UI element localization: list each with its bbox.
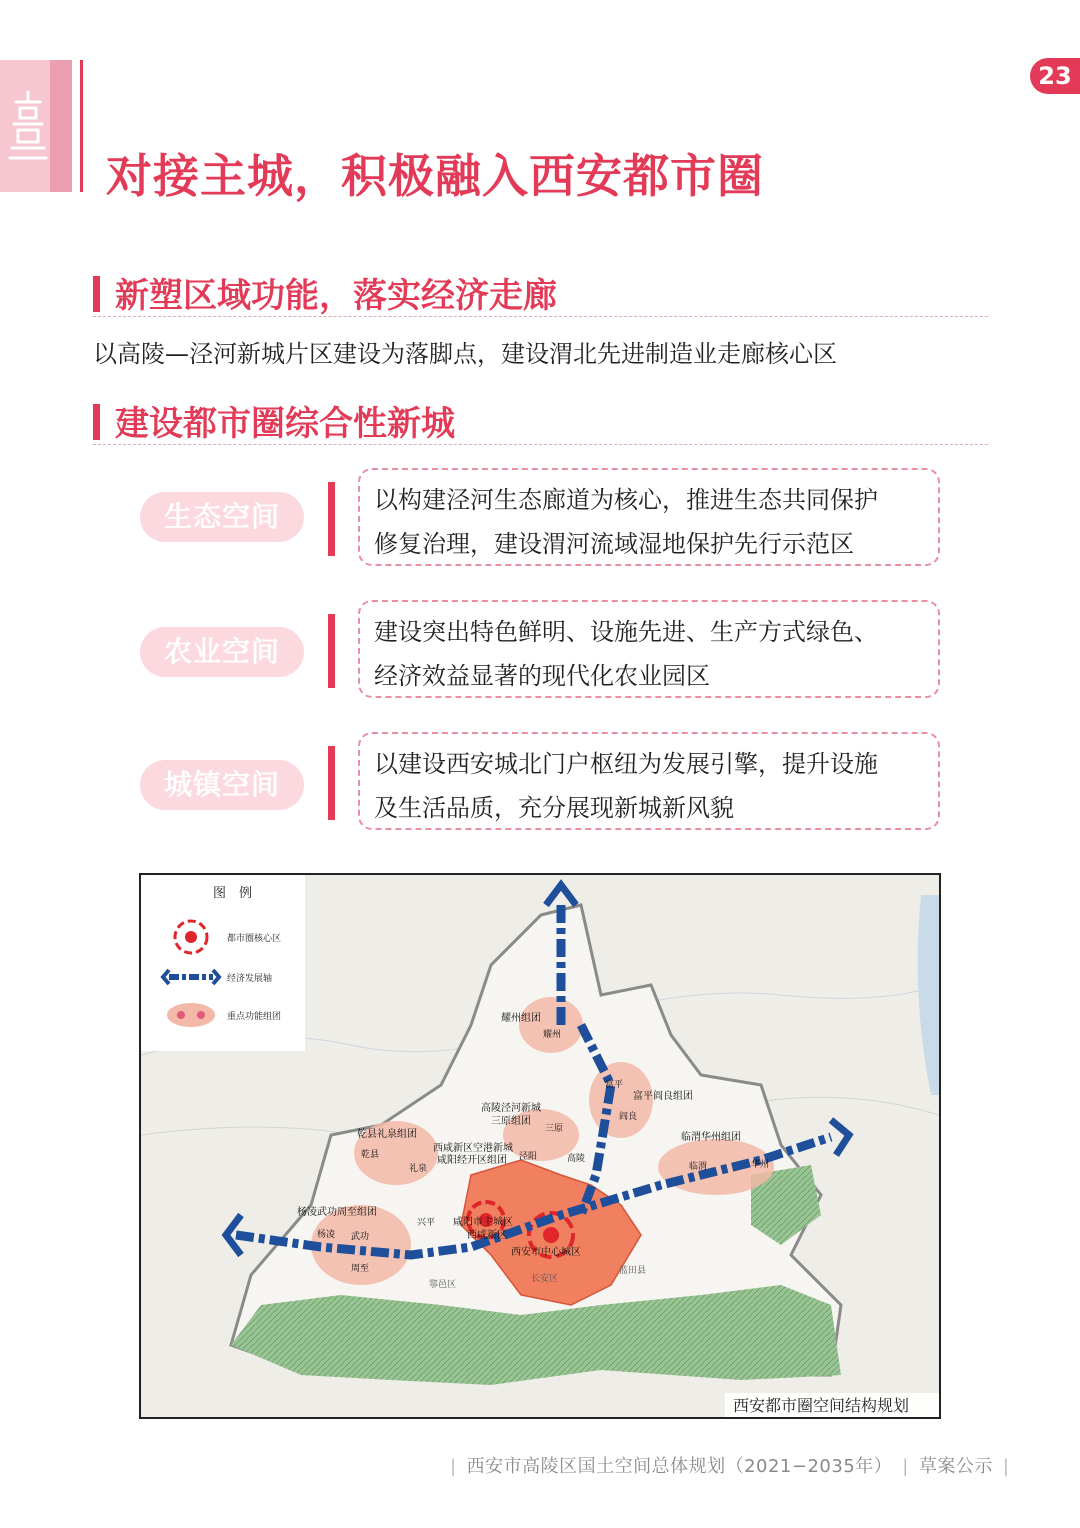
label-zhouzhi: 周至 — [351, 1263, 370, 1273]
legend-title: 图 例 — [213, 886, 253, 901]
label-xingping: 兴平 — [417, 1217, 436, 1227]
label-yangling-group: 杨凌武功周至组团 — [297, 1207, 377, 1218]
label-fuping-group: 富平阎良组团 — [633, 1091, 693, 1102]
label-yaozhou-group: 耀州组团 — [501, 1013, 541, 1024]
label-changan: 长安区 — [531, 1273, 559, 1283]
page-number: 23 — [1030, 58, 1080, 94]
map-canvas — [141, 875, 939, 1417]
desc-box-urban — [358, 732, 940, 830]
label-gaoling: 高陵 — [567, 1153, 586, 1163]
pill-agricultural-space: 农业空间 — [140, 627, 304, 677]
map-caption: 西安都市圈空间结构规划 — [733, 1396, 910, 1415]
pill-urban-space: 城镇空间 — [140, 760, 304, 810]
label-yangling: 杨凌 — [317, 1229, 336, 1239]
label-lantian: 蓝田县 — [619, 1265, 647, 1275]
label-qianxian-group: 乾县礼泉组团 — [357, 1129, 417, 1140]
section-body: 以高陵—泾河新城片区建设为落脚点，建设渭北先进制造业走廊核心区 — [93, 340, 837, 368]
item-divider — [328, 614, 335, 688]
label-sanyuan: 三原 — [545, 1123, 564, 1133]
label-lintong: 临渭 — [689, 1161, 708, 1171]
header-strip — [50, 60, 72, 192]
label-liquan: 礼泉 — [409, 1163, 428, 1173]
footer-doc-title: 西安市高陵区国土空间总体规划（2021−2035年） — [466, 1456, 893, 1477]
desc-line: 以构建泾河生态廊道为核心，推进生态共同保护 — [374, 486, 878, 514]
footer-separator: | — [1002, 1456, 1010, 1477]
label-xian-core: 西安市中心城区 — [511, 1247, 581, 1258]
label-qianxian: 乾县 — [361, 1149, 380, 1159]
label-jinghe: 泾阳 — [519, 1151, 538, 1161]
label-lintong-group: 临渭华州组团 — [681, 1132, 741, 1143]
label-huazhou: 华州 — [751, 1159, 770, 1169]
cluster-yaozhou — [519, 997, 583, 1053]
label-gaoling-group2: 三原组团 — [491, 1116, 531, 1127]
label-yanliang: 阎良 — [619, 1111, 638, 1121]
desc-line: 建设突出特色鲜明、设施先进、生产方式绿色、 — [374, 618, 878, 646]
label-wugong: 武功 — [351, 1231, 370, 1241]
section-heading-newtown — [93, 400, 988, 445]
page-title: 对接主城，积极融入西安都市圈 — [106, 149, 764, 203]
label-fuping: 富平 — [605, 1079, 624, 1089]
label-huyi: 鄠邑区 — [429, 1279, 457, 1289]
desc-line: 及生活品质，充分展现新城新风貌 — [374, 794, 734, 822]
metro-structure-map — [139, 873, 941, 1419]
legend-cluster-label: 重点功能组团 — [227, 1012, 282, 1022]
footer-separator: | — [450, 1456, 457, 1477]
page-footer — [440, 1452, 1019, 1478]
pagoda-logo-icon — [6, 88, 50, 168]
desc-line: 修复治理，建设渭河流域湿地保护先行示范区 — [374, 530, 854, 558]
legend-panel — [141, 875, 305, 1051]
label-xianyang1: 咸阳市主城区 — [453, 1217, 513, 1228]
heading-bar — [93, 276, 100, 312]
label-xianyang2: 西咸新区 — [467, 1230, 507, 1241]
label-yaozhou: 耀州 — [543, 1029, 562, 1039]
section-heading-text: 建设都市圈综合性新城 — [115, 404, 455, 444]
label-xixian-group2: 咸阳经开区组团 — [437, 1155, 507, 1166]
label-xixian-group1: 西咸新区空港新城 — [433, 1143, 513, 1154]
desc-box-ecological — [358, 468, 940, 566]
pill-ecological-space: 生态空间 — [140, 492, 304, 542]
footer-status: 草案公示 — [918, 1456, 993, 1477]
footer-separator: | — [902, 1456, 909, 1477]
section-heading-text: 新塑区域功能，落实经济走廊 — [115, 276, 557, 316]
legend-axis-label: 经济发展轴 — [227, 974, 273, 984]
heading-bar — [93, 404, 100, 440]
header-rule — [80, 60, 83, 192]
desc-line: 以建设西安城北门户枢纽为发展引擎，提升设施 — [374, 750, 878, 778]
desc-line: 经济效益显著的现代化农业园区 — [374, 662, 710, 690]
legend-cluster-icon — [167, 1003, 215, 1027]
legend-core-label: 都市圈核心区 — [227, 934, 282, 944]
desc-box-agricultural — [358, 600, 940, 698]
section-heading-economy — [93, 272, 988, 317]
item-divider — [328, 482, 335, 556]
label-gaoling-group1: 高陵泾河新城 — [481, 1103, 541, 1114]
item-divider — [328, 746, 335, 820]
